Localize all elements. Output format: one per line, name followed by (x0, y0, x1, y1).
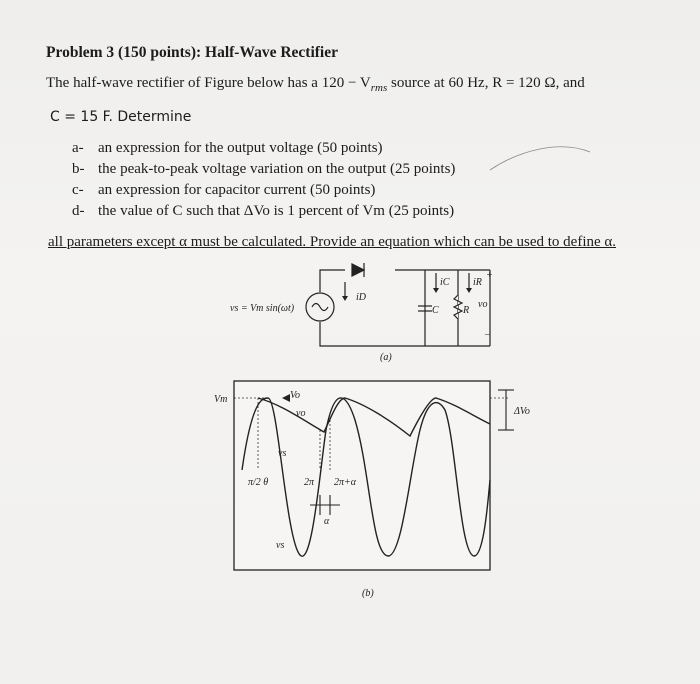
output-label: vo (478, 299, 488, 310)
graph-caption: (b) (362, 588, 374, 599)
part-d: d- the value of C such that ΔVo is 1 percent of Vm (25 points) (72, 203, 455, 219)
res-current-label: iR (473, 277, 482, 288)
rms-subscript: rms (370, 82, 388, 94)
res-label: R (463, 305, 470, 316)
problem-statement-line1: The half-wave rectifier of Figure below has a $120 - V_{rms}$ source at 60 Hz, R = 120 Ω, and (46, 75, 585, 94)
delta-vo-label: ΔVo (514, 406, 530, 417)
instructions-note: all parameters except α must be calculated. Provide an equation which can be used to define α. (48, 234, 617, 250)
problem-statement-line2: C = 15 F. Determine (50, 109, 192, 125)
source-label: vs = Vm sin(ωt) (230, 303, 295, 314)
vo-label: vo (296, 408, 306, 419)
diode-current-label: iD (356, 292, 366, 303)
vs-bottom-label: vs (276, 540, 285, 551)
part-a: a- an expression for the output voltage (50 points) (72, 140, 383, 156)
part-b: b- the peak-to-peak voltage variation on the output (25 points) (72, 161, 456, 177)
vo-top-label: Vo (290, 390, 300, 401)
part-c: c- an expression for capacitor current (50 points) (72, 182, 376, 198)
cap-current-label: iC (440, 277, 450, 288)
alpha-label: α (324, 516, 330, 527)
cap-label: C (432, 305, 439, 316)
two-pi-alpha-label: 2π+α (334, 477, 357, 488)
plus-label: + (486, 270, 493, 281)
circuit-caption: (a) (380, 352, 392, 363)
minus-label: − (484, 330, 491, 341)
vm-label: Vm (214, 394, 228, 405)
two-pi-label: 2π (304, 477, 315, 488)
vs-label: vs (278, 448, 287, 459)
theta-label: π/2 θ (248, 477, 269, 488)
problem-title: Problem 3 (150 points): Half-Wave Rectifier (46, 44, 338, 61)
